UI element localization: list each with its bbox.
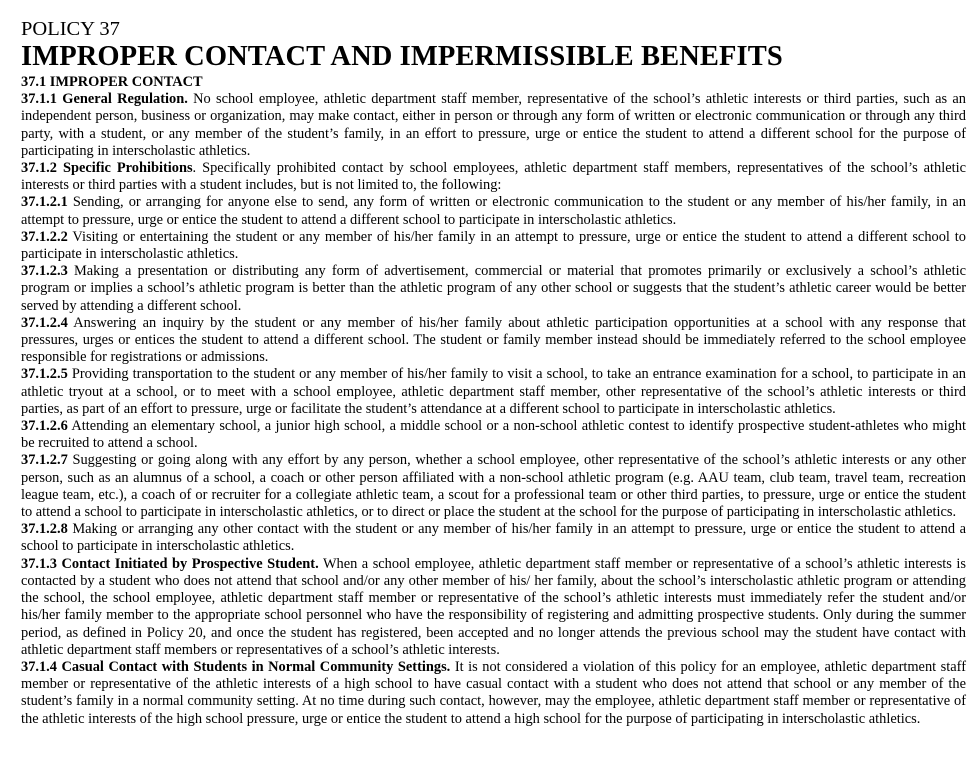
paragraph-37-1-2	[21, 160, 966, 194]
paragraph-number: 37.1.2.2	[21, 228, 68, 245]
paragraph-text: It is not considered a violation of this policy for an employee, athletic department staff member or representative of the athletic interests of a high school to have casual contact with a student who does not attend that school or any member of the student’s family in a normal community setting. At no time during such contact, however, may the employee, athletic department staff member or representative of the athletic interests of the high school pressure, urge or entice the student to attend a high school for the purpose of participating in interscholastic athletics.	[21, 658, 966, 727]
paragraph-text: Visiting or entertaining the student or any member of his/her family in an attempt to pressure, urge or entice the student to attend a different school to participate in interscholastic athletics.	[21, 228, 966, 263]
paragraph-number: 37.1.2.5	[21, 366, 68, 383]
paragraph-37-1-2-1	[21, 194, 966, 228]
paragraph-heading: Contact Initiated by Prospective Student.	[61, 555, 319, 572]
paragraph-heading: General Regulation.	[62, 91, 188, 108]
section-heading: 37.1 IMPROPER CONTACT	[21, 74, 203, 90]
policy-title: IMPROPER CONTACT AND IMPERMISSIBLE BENEFITS	[21, 41, 783, 72]
policy-number: POLICY 37	[21, 18, 120, 40]
paragraph-37-1-2-7	[21, 452, 966, 521]
paragraph-number: 37.1.2.8	[21, 521, 68, 538]
paragraph-37-1-2-5	[21, 366, 966, 418]
paragraph-text: No school employee, athletic department staff member, representative of the school’s athletic interests or third parties, such as an independent person, business or organization, may make contact, either in person or through any form of written or electronic communication or through any third party, with a student, or any member of the student’s family, in an effort to pressure, urge or entice the student to attend a different school for the purpose of participating in interscholastic athletics.	[21, 91, 966, 159]
paragraph-number: 37.1.2.3	[21, 263, 68, 280]
paragraph-text: Sending, or arranging for anyone else to send, any form of written or electronic communication to the student or any member of his/her family, in an attempt to pressure, urge or entice the student to attend a different school to participate in interscholastic athletics.	[21, 194, 966, 228]
paragraph-number: 37.1.1	[21, 91, 57, 108]
paragraph-text: Making a presentation or distributing any form of advertisement, commercial or material that promotes primarily or exclusively a school’s athletic program or implies a school’s athletic program is better than the athletic program of any other school or suggests that the student’s athletic career would be better served by attending a different school.	[21, 263, 966, 314]
paragraph-number: 37.1.2.7	[21, 452, 68, 469]
paragraph-text: Providing transportation to the student or any member of his/her family to visit a school, to take an entrance examination for a school, to participate in an athletic tryout at a school, or to meet with a school employee, athletic department staff member, other representative of the school’s athletic interests or third parties, as part of an effort to pressure, urge or facilitate the student’s attendance at a different school to participate in interscholastic athletics.	[21, 366, 966, 417]
paragraph-number: 37.1.2.4	[21, 314, 68, 331]
document-page	[21, 18, 966, 728]
paragraph-number: 37.1.2	[21, 160, 57, 177]
paragraph-37-1-2-2	[21, 229, 966, 263]
paragraph-heading: Specific Prohibitions	[62, 160, 193, 177]
paragraph-37-1-2-8	[21, 521, 966, 555]
paragraph-text: Answering an inquiry by the student or any member of his/her family about athletic participation opportunities at a school with any response that pressures, urges or entices the student to attend a different school. The student or family member instead should be immediately referred to the school employee responsible for registrations or admissions.	[21, 314, 966, 366]
paragraph-37-1-3	[21, 556, 966, 659]
paragraph-number: 37.1.2.6	[21, 418, 68, 435]
paragraph-heading: Casual Contact with Students in Normal Community Settings.	[61, 658, 451, 675]
paragraph-37-1-2-6	[21, 418, 966, 452]
paragraph-number: 37.1.4	[21, 658, 57, 675]
paragraph-number: 37.1.2.1	[21, 194, 68, 211]
paragraph-text: When a school employee, athletic department staff member or representative of a school’s athletic interests is contacted by a student who does not attend that school and/or any other member of his/ her family, about the school’s interscholastic athletic program or attending the school, the school employee, athletic department staff member or representative of the school’s athletic interests must immediately refer the student and/or his/her family member to the appropriate school personnel who have the responsibility of registering and admitting prospective students. Only during the summer period, as defined in Policy 20, and once the student has registered, been accepted and no longer attends the previous school may the student have contact with athletic department staff members or representatives of a school’s athletic interests.	[21, 555, 966, 658]
paragraph-37-1-2-3	[21, 263, 966, 315]
paragraph-text: Making or arranging any other contact with the student or any member of his/her family in an attempt to pressure, urge or entice the student to attend a school to participate in interscholastic athletics.	[21, 521, 966, 555]
paragraph-37-1-4	[21, 659, 966, 728]
paragraph-text: Suggesting or going along with any effort by any person, whether a school employee, other representative of the school’s athletic interests or any other person, such as an alumnus of a school, a coach or other person affiliated with a non-school athletic program (e.g. AAU team, club team, travel team, recreation league team, etc.), a coach of or recruiter for a collegiate athletic team, a scout for a professional team or other third parties, to pressure, urge or entice the student to attend a school to participate in interscholastic athletics, or to direct or place the student at the school for the purpose of participating in interscholastic athletics.	[21, 452, 966, 521]
paragraph-37-1-2-4	[21, 315, 966, 367]
paragraph-list	[21, 91, 966, 728]
paragraph-text: Attending an elementary school, a junior high school, a middle school or a non-school athletic contest to identify prospective student-athletes who might be recruited to attend a school.	[21, 418, 966, 452]
paragraph-number: 37.1.3	[21, 555, 57, 572]
paragraph-text: . Specifically prohibited contact by school employees, athletic department staff members, representatives of the school’s athletic interests or third parties with a student includes, but is not limited to, the following:	[21, 160, 966, 194]
paragraph-37-1-1	[21, 91, 966, 160]
